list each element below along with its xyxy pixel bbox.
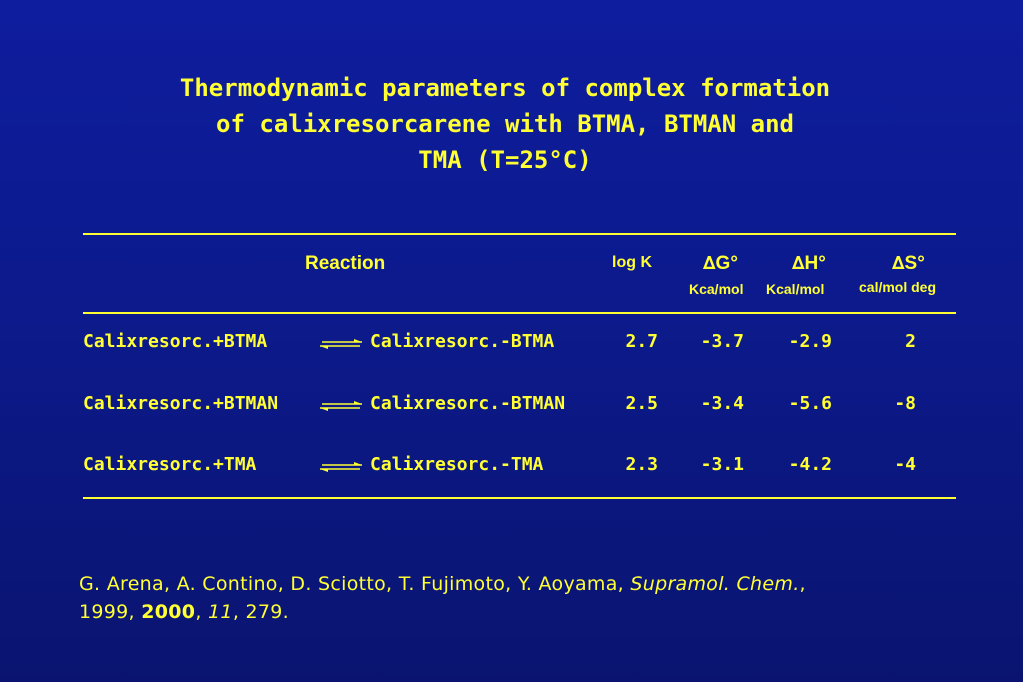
row-logk: 2.3 (625, 454, 658, 475)
delta-icon: ∆ (792, 253, 805, 274)
row-reactant: Calixresorc.+BTMAN (83, 393, 279, 414)
citation-year-1: 1999, (79, 601, 135, 623)
header-ds-label: S° (904, 253, 925, 274)
header-dg-label: G° (715, 253, 738, 274)
table-bottom-rule (83, 497, 956, 499)
row-reactant: Calixresorc.+BTMA (83, 331, 268, 352)
header-dh-unit: Kcal/mol (766, 281, 825, 297)
row-ds: 2 (905, 331, 916, 352)
header-ds (892, 253, 925, 275)
header-dg-unit: Kca/mol (689, 281, 744, 297)
row-logk: 2.5 (625, 393, 658, 414)
table-header-rule (83, 312, 956, 314)
citation-sep: , (195, 601, 202, 623)
title-line-2: of calixresorcarene with BTMA, BTMAN and (216, 110, 794, 138)
row-product: Calixresorc.-TMA (370, 454, 544, 475)
header-reaction: Reaction (305, 253, 386, 274)
row-dg: -3.4 (700, 393, 744, 414)
delta-icon: ∆ (892, 253, 905, 274)
delta-icon: ∆ (703, 253, 716, 274)
row-dg: -3.7 (700, 331, 744, 352)
row-dg: -3.1 (700, 454, 744, 475)
citation-comma: , (799, 573, 806, 595)
title-line-1: Thermodynamic parameters of complex formation (179, 74, 831, 102)
citation-volume: 11 (208, 601, 233, 623)
row-ds: -4 (894, 454, 916, 475)
equilibrium-arrow-icon (318, 338, 364, 350)
row-product: Calixresorc.-BTMAN (370, 393, 566, 414)
citation-page: , 279. (232, 601, 289, 623)
citation-journal: Supramol. Chem. (630, 573, 800, 595)
equilibrium-arrow-icon (318, 400, 364, 412)
row-dh: -5.6 (788, 393, 832, 414)
header-dg (703, 253, 738, 275)
citation-authors: G. Arena, A. Contino, D. Sciotto, T. Fujimoto, Y. Aoyama, (79, 573, 625, 595)
citation-year-2: 2000 (141, 601, 196, 623)
row-dh: -2.9 (788, 331, 832, 352)
row-logk: 2.7 (625, 331, 658, 352)
header-logk: log K (612, 254, 652, 271)
header-ds-unit: cal/mol deg (859, 279, 937, 295)
slide-title (0, 70, 1010, 178)
row-ds: -8 (894, 393, 916, 414)
citation (79, 570, 1009, 626)
title-line-3: TMA (T=25°C) (418, 146, 592, 174)
row-product: Calixresorc.-BTMA (370, 331, 555, 352)
row-dh: -4.2 (788, 454, 832, 475)
table-top-rule (83, 233, 956, 235)
equilibrium-arrow-icon (318, 461, 364, 473)
header-dh (792, 253, 826, 275)
header-dh-label: H° (804, 253, 826, 274)
row-reactant: Calixresorc.+TMA (83, 454, 257, 475)
